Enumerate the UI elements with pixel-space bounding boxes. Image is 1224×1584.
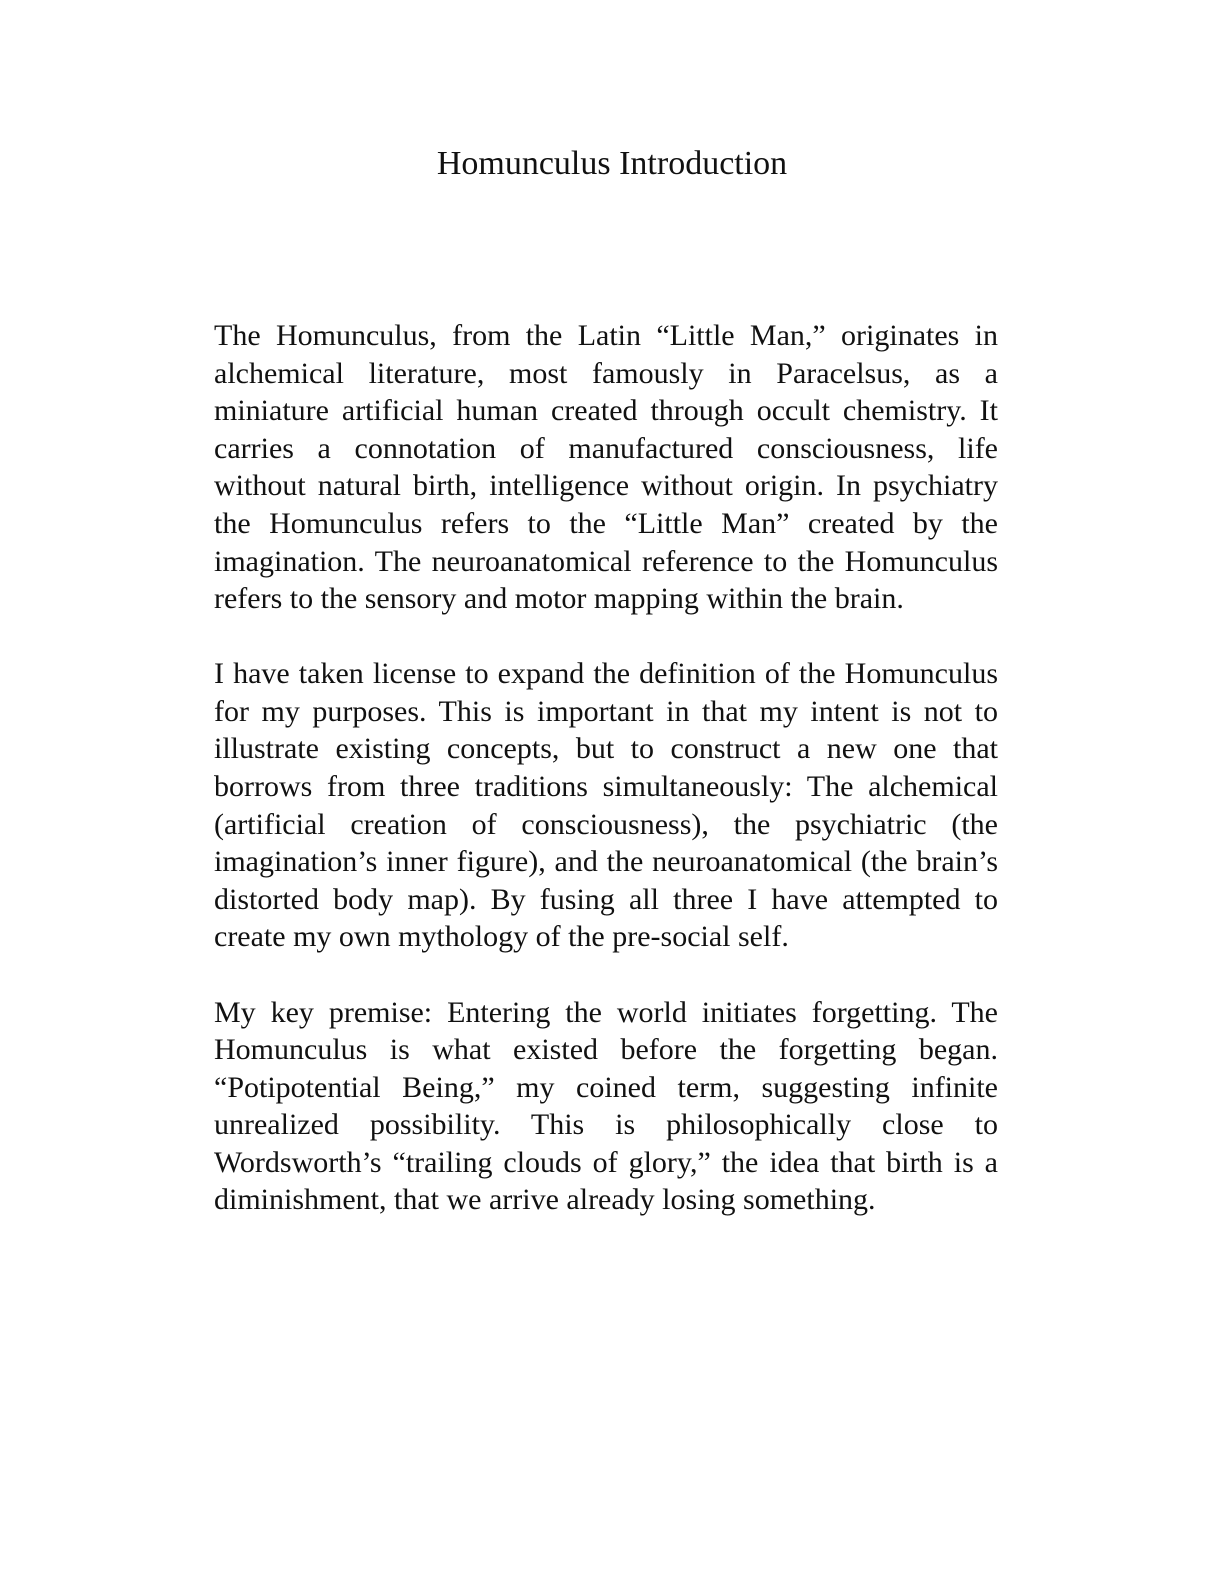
body-text bbox=[214, 317, 998, 1257]
paragraph-1: The Homunculus, from the Latin “Little Man,” originates in alchemical literature, most famously in Paracelsus, as a miniature artificial human created through occult chemistry. It carries a connotation of manufactured consciousness, life without natural birth, intelligence without origin. In psychiatry the Homunculus refers to the “Little Man” created by the imagination. The neuroanatomical reference to the Homunculus refers to the sensory and motor mapping within the brain. bbox=[214, 319, 998, 616]
page-title: Homunculus Introduction bbox=[436, 145, 788, 182]
paragraph-3: My key premise: Entering the world initiates forgetting. The Homunculus is what existed before the forgetting began. “Potipotential Being,” my coined term, suggesting infinite unrealized possibility. This is philosophically close to Wordsworth’s “trailing clouds of glory,” the idea that birth is a diminishment, that we arrive already losing something. bbox=[214, 995, 998, 1217]
paragraph-2: I have taken license to expand the definition of the Homunculus for my purposes. This is important in that my intent is not to illustrate existing concepts, but to construct a new one that borrows from three traditions simultaneously: The alchemical (artificial creation of consciousness), the psychiatric (the imagination’s inner figure), and the neuroanatomical (the brain’s distorted body map). By fusing all three I have attempted to create my own mythology of the pre-social self. bbox=[214, 657, 998, 954]
